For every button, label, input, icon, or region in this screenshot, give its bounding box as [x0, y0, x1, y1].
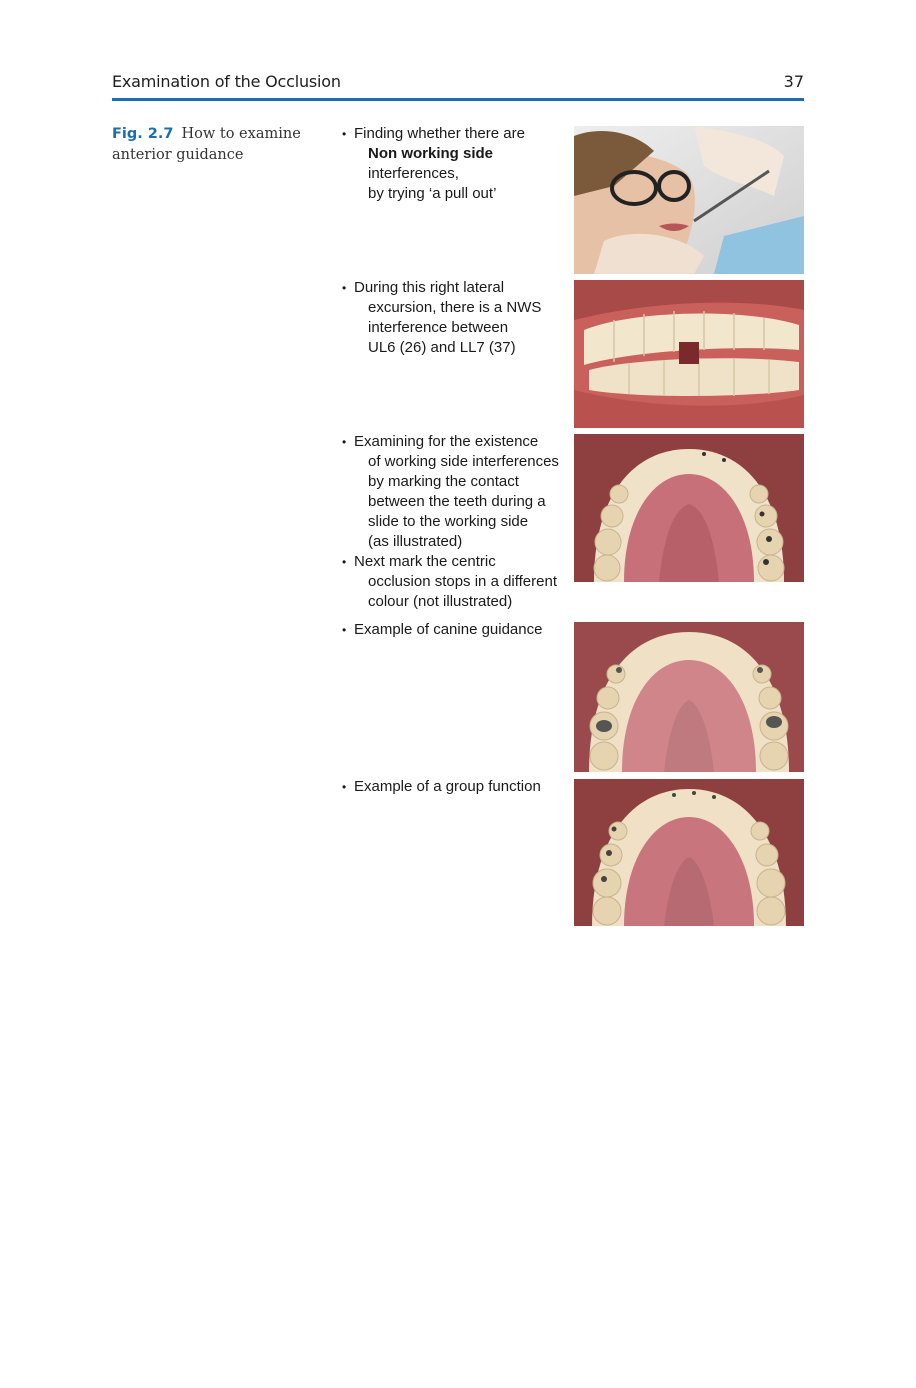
bullet-line: colour (not illustrated) [368, 593, 513, 610]
photo-right-lateral-excursion [574, 280, 804, 428]
page-number: 37 [783, 72, 804, 91]
bullet-item [342, 432, 572, 552]
bullet-line: (as illustrated) [368, 533, 463, 550]
bullet-line: Finding whether there are [354, 125, 525, 142]
bullet-line: slide to the working side [368, 513, 529, 530]
bullet-line: Example of a group function [354, 778, 541, 795]
bullet-line: by marking the contact [368, 473, 519, 490]
bullet-item [342, 552, 572, 612]
bullet-line: of working side interferences [368, 453, 559, 470]
bullet-line: Next mark the centric [354, 553, 496, 570]
panel-5-text [342, 777, 572, 797]
bullet-item [342, 620, 572, 640]
bullet-item [342, 777, 572, 797]
figure-caption [112, 124, 332, 166]
photo-working-side-marking [574, 434, 804, 582]
bullet-item [342, 278, 572, 358]
panel-3-text [342, 432, 572, 612]
bullet-line: Example of canine guidance [354, 621, 543, 638]
bullet-line: Examining for the existence [354, 433, 539, 450]
panel-2-text [342, 278, 572, 358]
bullet-line: occlusion stops in a different [368, 573, 558, 590]
chapter-title: Examination of the Occlusion [112, 72, 341, 91]
bullet-line: by trying ‘a pull out’ [368, 185, 497, 202]
bullet-line: interference between [368, 319, 509, 336]
photo-group-function [574, 779, 804, 926]
photo-canine-guidance [574, 622, 804, 772]
bullet-line-bold: Non working side [368, 145, 494, 162]
running-header [112, 70, 804, 98]
bullet-item [342, 124, 572, 204]
bullet-line: During this right lateral [354, 279, 505, 296]
bullet-line: excursion, there is a NWS [368, 299, 542, 316]
photo-pull-out-exam [574, 126, 804, 274]
panel-1-text [342, 124, 572, 204]
bullet-line: interferences, [368, 165, 459, 182]
bullet-line: UL6 (26) and LL7 (37) [368, 339, 516, 356]
figure-caption-text: How to examine anterior guidance [112, 126, 301, 163]
figure-label: Fig. 2.7 [112, 126, 174, 142]
header-rule [112, 98, 804, 101]
panel-4-text [342, 620, 572, 640]
bullet-line: between the teeth during a [368, 493, 546, 510]
